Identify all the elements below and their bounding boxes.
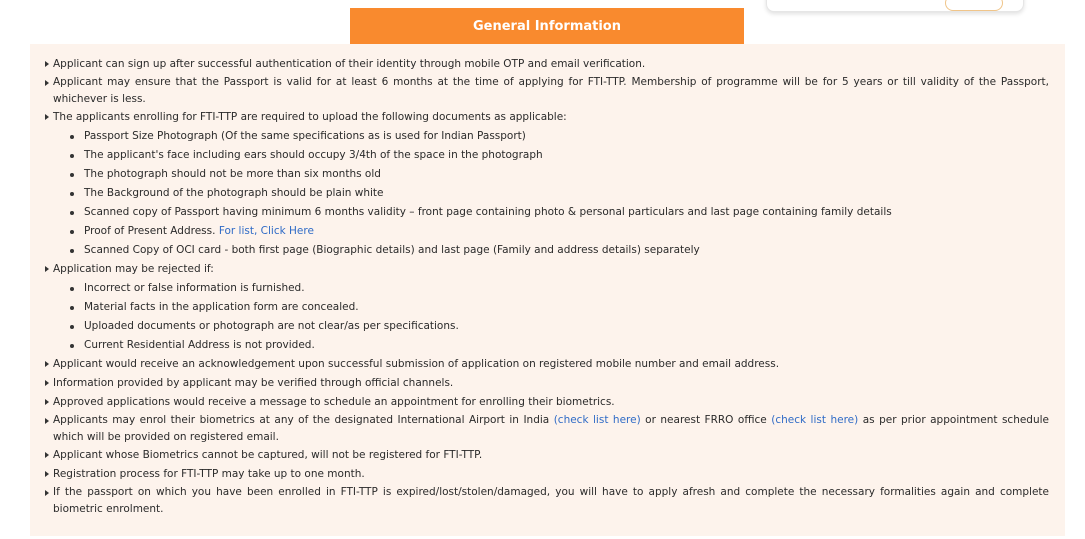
caret-right-icon	[45, 418, 49, 424]
frro-check-list-link[interactable]: (check list here)	[771, 414, 859, 426]
sublist-item	[44, 127, 1049, 146]
item-text-part: Applicants may enrol their biometrics at any of the designated International Airport in India	[53, 414, 550, 426]
item-text: Applicant whose Biometrics cannot be captured, will not be registered for FTI-TTP.	[53, 449, 483, 461]
bullet-icon	[70, 154, 74, 158]
sublist-item	[44, 336, 1049, 355]
list-item	[44, 74, 1049, 108]
airport-check-list-link[interactable]: (check list here)	[553, 414, 641, 426]
sublist-item-text: Material facts in the application form are concealed.	[84, 301, 359, 313]
item-text: The applicants enrolling for FTI-TTP are required to upload the following documents as applicable:	[53, 111, 567, 123]
list-item	[44, 412, 1049, 446]
list-item	[44, 393, 1049, 412]
top-card	[766, 0, 1024, 12]
bullet-icon	[70, 325, 74, 329]
bullet-icon	[70, 211, 74, 215]
item-text: Applicant would receive an acknowledgement upon successful submission of application on registered mobile number and email address.	[53, 358, 780, 370]
sublist-item	[44, 222, 1049, 241]
caret-right-icon	[45, 80, 49, 86]
caret-right-icon	[45, 490, 49, 496]
bullet-icon	[70, 192, 74, 196]
item-text: Information provided by applicant may be verified through official channels.	[53, 377, 454, 389]
caret-right-icon	[45, 114, 49, 120]
bullet-icon	[70, 344, 74, 348]
bullet-icon	[70, 287, 74, 291]
sublist-item-text: Current Residential Address is not provided.	[84, 339, 315, 351]
bullet-icon	[70, 306, 74, 310]
information-panel	[30, 44, 1065, 536]
sublist-item	[44, 184, 1049, 203]
information-list	[44, 55, 1049, 518]
sublist-item	[44, 298, 1049, 317]
sublist-item-text: Scanned Copy of OCI card - both first page (Biographic details) and last page (Family and address details) separately	[84, 244, 700, 256]
sublist-item	[44, 317, 1049, 336]
sublist-item-text: Incorrect or false information is furnished.	[84, 282, 305, 294]
list-item	[44, 108, 1049, 127]
item-text: Applicant can sign up after successful authentication of their identity through mobile OTP and email verification.	[53, 58, 646, 70]
item-text: If the passport on which you have been enrolled in FTI-TTP is expired/lost/stolen/damaged, you will have to apply afresh and complete the necessary formalities again and complete biometric enrolment.	[53, 486, 1049, 515]
caret-right-icon	[45, 471, 49, 477]
sublist-item	[44, 146, 1049, 165]
bullet-icon	[70, 249, 74, 253]
list-item	[44, 55, 1049, 74]
sublist-item	[44, 165, 1049, 184]
caret-right-icon	[45, 399, 49, 405]
sublist-item	[44, 203, 1049, 222]
general-information-tab[interactable]	[350, 8, 744, 44]
sublist-item-text: Passport Size Photograph (Of the same specifications as is used for Indian Passport)	[84, 130, 526, 142]
caret-right-icon	[45, 266, 49, 272]
sublist-item-text: Scanned copy of Passport having minimum 6 months validity – front page containing photo & personal particulars and last page containing family details	[84, 206, 892, 218]
caret-right-icon	[45, 380, 49, 386]
bullet-icon	[70, 230, 74, 234]
item-text: Approved applications would receive a message to schedule an appointment for enrolling their biometrics.	[53, 396, 615, 408]
list-item	[44, 260, 1049, 279]
documents-sublist	[44, 127, 1049, 260]
address-list-link[interactable]: For list, Click Here	[218, 225, 314, 237]
sublist-item-text: Proof of Present Address.	[84, 225, 216, 237]
tab-title: General Information	[473, 18, 621, 34]
list-item	[44, 446, 1049, 465]
item-text-part: as per prior appointment schedule which will be provided on registered email.	[53, 414, 1050, 443]
item-text	[53, 412, 1049, 446]
sublist-item-text: The applicant's face including ears should occupy 3/4th of the space in the photograph	[84, 149, 543, 161]
bullet-icon	[70, 173, 74, 177]
list-item	[44, 374, 1049, 393]
sublist-item-text: The Background of the photograph should be plain white	[84, 187, 384, 199]
sublist-item	[44, 279, 1049, 298]
item-text: Application may be rejected if:	[53, 263, 214, 275]
bullet-icon	[70, 135, 74, 139]
list-item	[44, 355, 1049, 374]
list-item	[44, 465, 1049, 484]
item-text: Registration process for FTI-TTP may take up to one month.	[53, 468, 365, 480]
caret-right-icon	[45, 61, 49, 67]
top-card-pill	[945, 0, 1003, 11]
caret-right-icon	[45, 361, 49, 367]
list-item	[44, 484, 1049, 518]
sublist-item	[44, 241, 1049, 260]
rejection-sublist	[44, 279, 1049, 355]
sublist-item-text: The photograph should not be more than six months old	[84, 168, 381, 180]
item-text: Applicant may ensure that the Passport is valid for at least 6 months at the time of applying for FTI-TTP. Membership of programme will be for 5 years or till validity of the Passport, whichever is less.	[53, 76, 1049, 105]
sublist-item-text: Uploaded documents or photograph are not clear/as per specifications.	[84, 320, 459, 332]
item-text-part: or nearest FRRO office	[645, 414, 767, 426]
caret-right-icon	[45, 452, 49, 458]
